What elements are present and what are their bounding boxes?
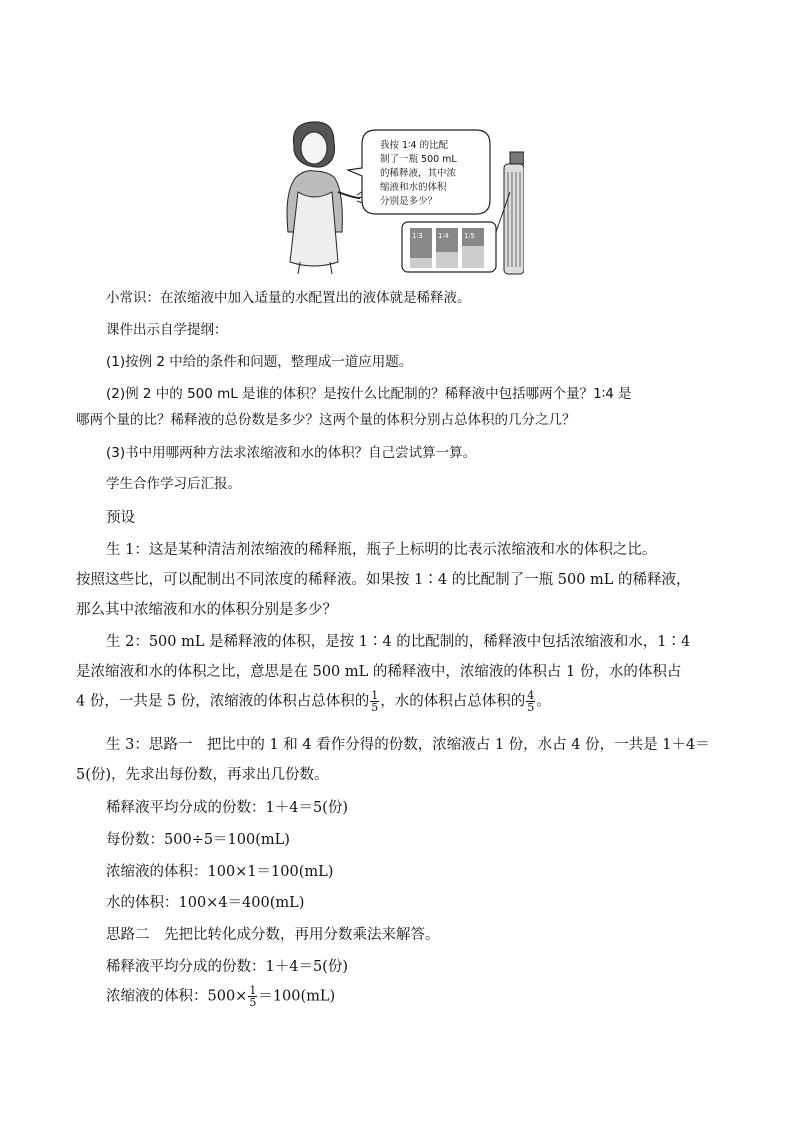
student-1: 生 1：这是某种清洁剂浓缩液的稀释瓶，瓶子上标明的比表示浓缩液和水的体积之比。: [106, 542, 657, 558]
calc-fraction-line: 浓缩液的体积：500× $\frac{1}{5}$ ＝100(mL): [106, 984, 336, 1009]
student-3: 生 3：思路一 把比中的 1 和 4 看作分得的份数，浓缩液占 1 份，水占 4 份，一共是 1＋4＝: [106, 737, 710, 753]
outline-item-1: (1)按例 2 中给的条件和问题，整理成一道应用题。: [106, 354, 413, 370]
calc-line: 浓缩液的体积：100×1＝100(mL): [106, 864, 334, 880]
calc-line: 稀释液平均分成的份数：1＋4＝5(份): [106, 959, 348, 975]
fraction: $\frac{1}{5}$: [249, 984, 257, 1009]
speech-line: 的稀释液，其中浓: [380, 168, 457, 179]
outline-item-2-cont: 哪两个量的比？稀释液的总份数是多少？这两个量的体积分别占总体积的几分之几？: [76, 412, 576, 428]
speech-line: 缩液和水的体积: [380, 182, 447, 193]
outline-item-3: (3)书中用哪两种方法求浓缩液和水的体积？自己尝试算一算。: [106, 445, 477, 461]
outline-item-2: (2)例 2 中的 500 mL 是谁的体积？是按什么比配制的？稀释液中包括哪两个量？1∶4 是: [106, 386, 632, 402]
tip-line: 小常识：在浓缩液中加入适量的水配置出的液体就是稀释液。: [106, 290, 471, 306]
illustration: [272, 112, 524, 277]
fraction: $\frac{1}{5}$: [371, 689, 379, 714]
ratio-label: 1∶4: [438, 232, 449, 240]
outline-heading: 课件出示自学提纲：: [106, 322, 228, 338]
ratio-label: 1∶3: [412, 232, 423, 240]
speech-line: 我按 1∶4 的比配: [380, 140, 449, 151]
calc-line: 稀释液平均分成的份数：1＋4＝5(份): [106, 800, 348, 816]
student-1-cont: 按照这些比，可以配制出不同浓度的稀释液。如果按 1∶4 的比配制了一瓶 500 mL 的稀释液，: [76, 572, 691, 588]
calc-line: 水的体积：100×4＝400(mL): [106, 895, 305, 911]
student-1-cont: 那么其中浓缩液和水的体积分别是多少？: [76, 602, 337, 618]
method-2: 思路二 先把比转化成分数，再用分数乘法来解答。: [106, 927, 440, 943]
ratio-label: 1∶5: [464, 232, 475, 240]
preset-heading: 预设: [106, 510, 135, 526]
report-line: 学生合作学习后汇报。: [106, 476, 241, 492]
calc-line: 每份数：500÷5＝100(mL): [106, 832, 290, 848]
student-2: 生 2：500 mL 是稀释液的体积，是按 1∶4 的比配制的，稀释液中包括浓缩液和水，1∶4: [106, 634, 691, 650]
student-3-cont: 5(份)，先求出每份数，再求出几份数。: [76, 767, 329, 783]
woman-figure: [287, 122, 364, 274]
speech-bubble: [348, 130, 490, 214]
fraction: $\frac{4}{5}$: [527, 689, 535, 714]
student-2-cont: 是浓缩液和水的体积之比，意思是在 500 mL 的稀释液中，浓缩液的体积占 1 份，水的体积占: [76, 664, 682, 680]
student-2-fractions: 4 份，一共是 5 份，浓缩液的体积占总体积的 $\frac{1}{5}$ ，水的体积占总体积的 $\frac{4}{5}$ 。: [76, 689, 551, 714]
dilution-bottle: [504, 152, 524, 274]
speech-line: 制了一瓶 500 mL: [380, 154, 457, 165]
speech-line: 分别是多少？: [380, 196, 438, 207]
